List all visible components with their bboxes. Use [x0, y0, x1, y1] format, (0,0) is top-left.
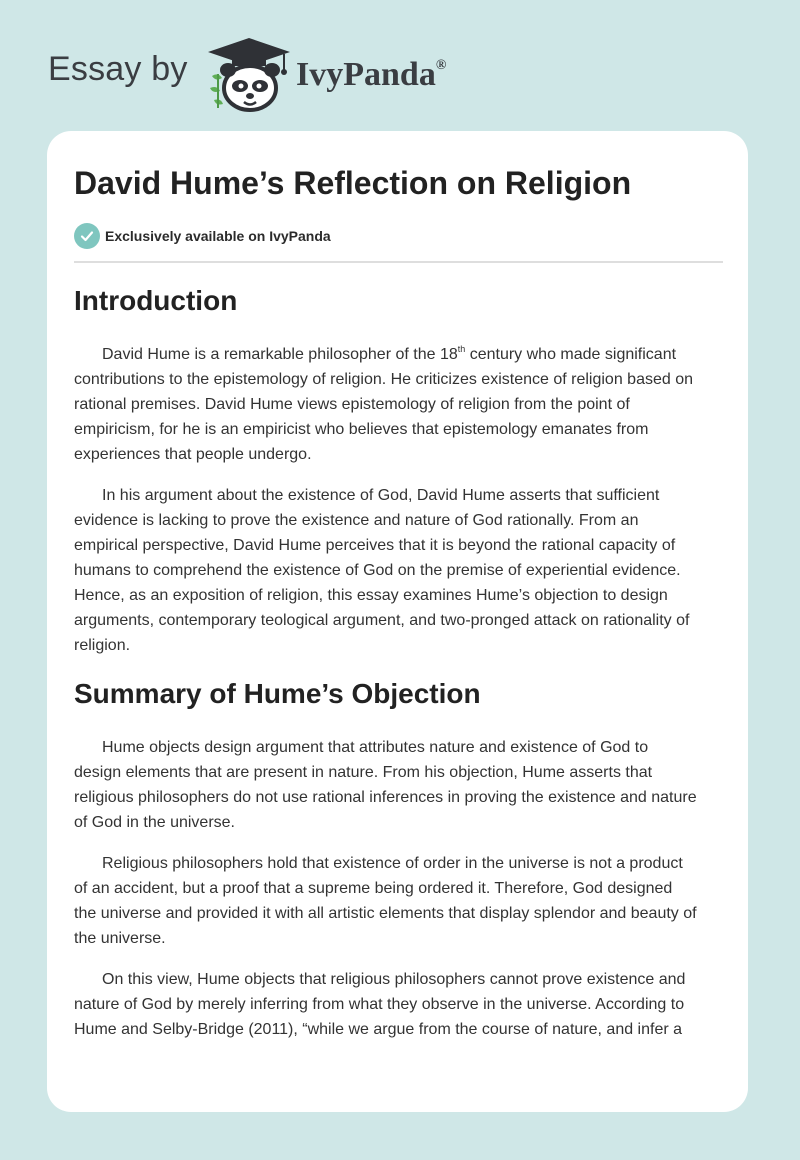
heading-summary: Summary of Hume’s Objection — [74, 678, 481, 709]
text-line: Religious philosophers hold that existence of order in the universe is not a product — [102, 855, 683, 872]
essay-card — [47, 131, 748, 1112]
paragraph — [74, 851, 723, 951]
text-line: On this view, Hume objects that religious philosophers cannot prove existence and — [102, 971, 686, 988]
text-line: arguments, contemporary teological argument, and two-pronged attack on rationality of — [74, 612, 690, 629]
text-line: experiences that people undergo. — [74, 446, 312, 463]
text-line: design elements that are present in nature. From his objection, Hume asserts that — [74, 764, 653, 781]
exclusive-badge — [74, 223, 331, 249]
text-line: the universe. — [74, 930, 166, 947]
text-line: Hence, as an exposition of religion, this essay examines Hume’s objection to design — [74, 587, 668, 604]
text-line: Hume and Selby-Bridge (2011), “while we argue from the course of nature, and infer a — [74, 1021, 683, 1038]
paragraph — [74, 342, 723, 467]
checkmark-icon — [74, 223, 100, 249]
essay-by-label: Essay by — [48, 50, 188, 88]
text-line: rational premises. David Hume views epistemology of religion from the point of — [74, 396, 630, 413]
text-line: empirical perspective, David Hume perceives that it is beyond the rational capacity of — [74, 537, 676, 554]
paragraph — [74, 967, 723, 1042]
text-line: David Hume is a remarkable philosopher of the 18th century who made significant — [102, 343, 677, 363]
heading-introduction: Introduction — [74, 285, 238, 316]
ivypanda-logo-icon — [204, 36, 294, 112]
paragraph — [74, 735, 723, 835]
divider — [74, 261, 723, 263]
text-line: nature of God by merely inferring from what they observe in the universe. According to — [74, 996, 685, 1013]
text-line: of an accident, but a proof that a supreme being ordered it. Therefore, God designed — [74, 880, 673, 897]
text-line: the universe and provided it with all artistic elements that display splendor and beauty of — [74, 905, 697, 922]
text-line: empiricism, for he is an empiricist who believes that epistemology emanates from — [74, 421, 649, 438]
text-line: religion. — [74, 637, 131, 654]
site-header — [48, 36, 548, 116]
text-line: Hume objects design argument that attributes nature and existence of God to — [102, 739, 649, 756]
text-line: of God in the universe. — [74, 814, 235, 831]
essay-title: David Hume’s Reflection on Religion — [74, 165, 632, 201]
text-line: humans to comprehend the existence of God on the premise of experiential evidence. — [74, 562, 681, 579]
text-line: contributions to the epistemology of religion. He criticizes existence of religion based on — [74, 371, 693, 388]
text-line: In his argument about the existence of God, David Hume asserts that sufficient — [102, 487, 660, 504]
text-line: religious philosophers do not use rational inferences in proving the existence and nature — [74, 789, 697, 806]
brand-name: IvyPanda® — [296, 56, 447, 93]
text-line: evidence is lacking to prove the existence and nature of God rationally. From an — [74, 512, 639, 529]
paragraph — [74, 483, 723, 658]
badge-label: Exclusively available on IvyPanda — [105, 228, 331, 244]
